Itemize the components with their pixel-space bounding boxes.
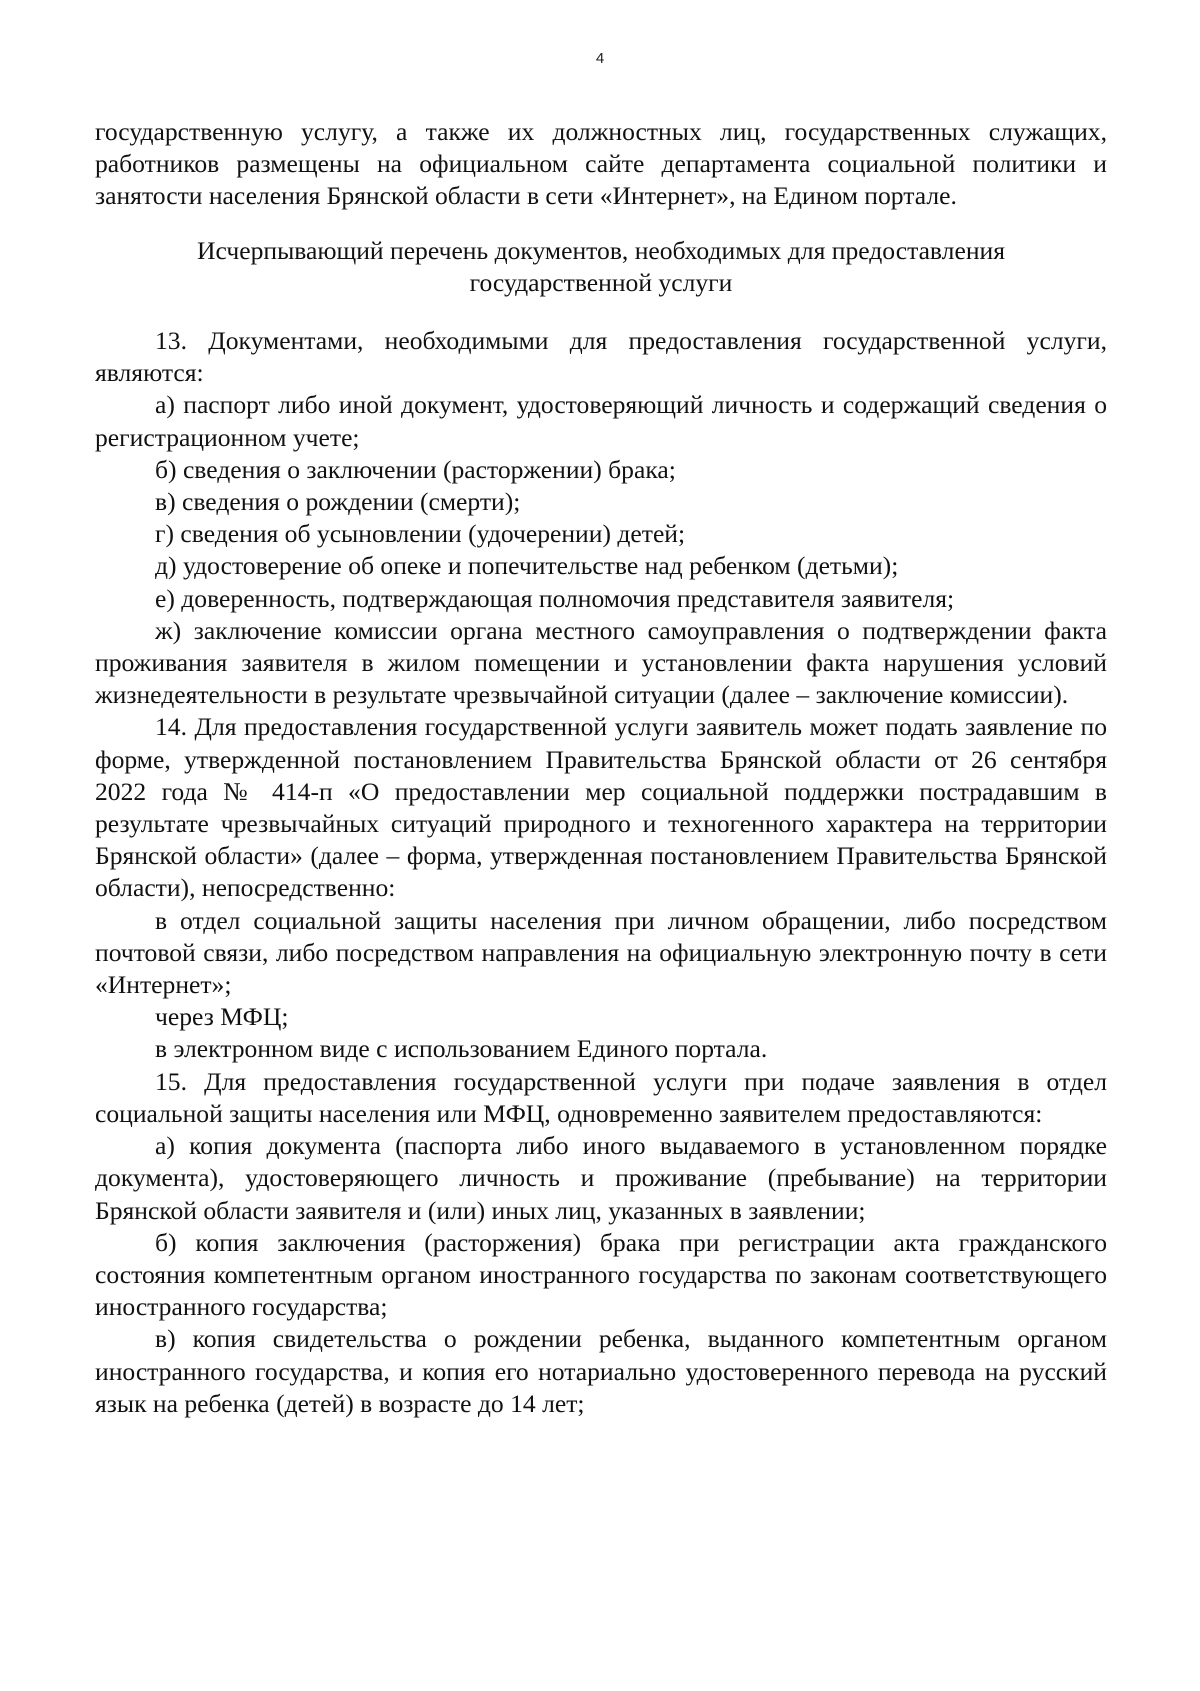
clause-13-item-zh: ж) заключение комиссии органа местного самоуправления о подтверждении факта проживания заявителя в жилом помещении и установлении факта нарушения условий жизнедеятельности в результате чрезвычайной ситуации (далее – заключение комиссии). xyxy=(95,615,1107,710)
intro-paragraph: государственную услугу, а также их должностных лиц, государственных служащих, работников размещены на официальном сайте департамента социальной политики и занятости населения Брянской области в сети «Интернет», на Едином портале. xyxy=(95,117,1107,211)
document-body xyxy=(95,116,1107,1420)
clause-15-item-a: а) копия документа (паспорта либо иного выдаваемого в установленном порядке документа), удостоверяющего личность и проживание (пребывание) на территории Брянской области заявителя и (или) иных лиц, указанных в заявлении; xyxy=(95,1131,1107,1225)
clause-14-option-portal: в электронном виде с использованием Единого портала. xyxy=(155,1034,768,1064)
clause-13-item-g: г) сведения об усыновлении (удочерении) детей; xyxy=(155,519,686,549)
clause-13-item-a: а) паспорт либо иной документ, удостоверяющий личность и содержащий сведения о регистрационном учете; xyxy=(95,390,1107,452)
clause-15-item-v: в) копия свидетельства о рождении ребенка, выданного компетентным органом иностранного государства, и копия его нотариально удостоверенного перевода на русский язык на ребенка (детей) в возрасте до 14 лет; xyxy=(95,1324,1107,1418)
clause-13-item-d: д) удостоверение об опеке и попечительстве над ребенком (детьми); xyxy=(155,551,899,581)
clause-14-intro: 14. Для предоставления государственной услуги заявитель может подать заявление по форме, утвержденной постановлением Правительства Брянской области от 26 сентября 2022 года № 414-п «О предоставлении мер социальной поддержки пострадавшим в результате чрезвычайных ситуаций природного и техногенного характера на территории Брянской области» (далее – форма, утвержденная постановлением Правительства Брянской области), непосредственно: xyxy=(95,712,1107,903)
section-heading xyxy=(95,235,1107,299)
section-heading-line2: государственной услуги xyxy=(469,267,733,297)
clause-15-intro: 15. Для предоставления государственной услуги при подаче заявления в отдел социальной защиты населения или МФЦ, одновременно заявителем предоставляются: xyxy=(95,1066,1107,1128)
clause-14-option-mfc: через МФЦ; xyxy=(155,1002,289,1032)
clause-13-intro: 13. Документами, необходимыми для предоставления государственной услуги, являются: xyxy=(95,326,1107,388)
clause-14-option-department: в отдел социальной защиты населения при личном обращении, либо посредством почтовой связи, либо посредством направления на официальную электронную почту в сети «Интернет»; xyxy=(95,905,1107,1000)
clause-13-item-e: е) доверенность, подтверждающая полномочия представителя заявителя; xyxy=(155,583,955,613)
page-number: 4 xyxy=(595,50,605,67)
clause-15-item-b: б) копия заключения (расторжения) брака при регистрации акта гражданского состояния компетентным органом иностранного государства по законам соответствующего иностранного государства; xyxy=(95,1227,1107,1322)
section-heading-line1: Исчерпывающий перечень документов, необходимых для предоставления xyxy=(197,235,1005,265)
clause-13-item-b: б) сведения о заключении (расторжении) брака; xyxy=(155,454,676,484)
clause-13-item-v: в) сведения о рождении (смерти); xyxy=(155,487,521,517)
